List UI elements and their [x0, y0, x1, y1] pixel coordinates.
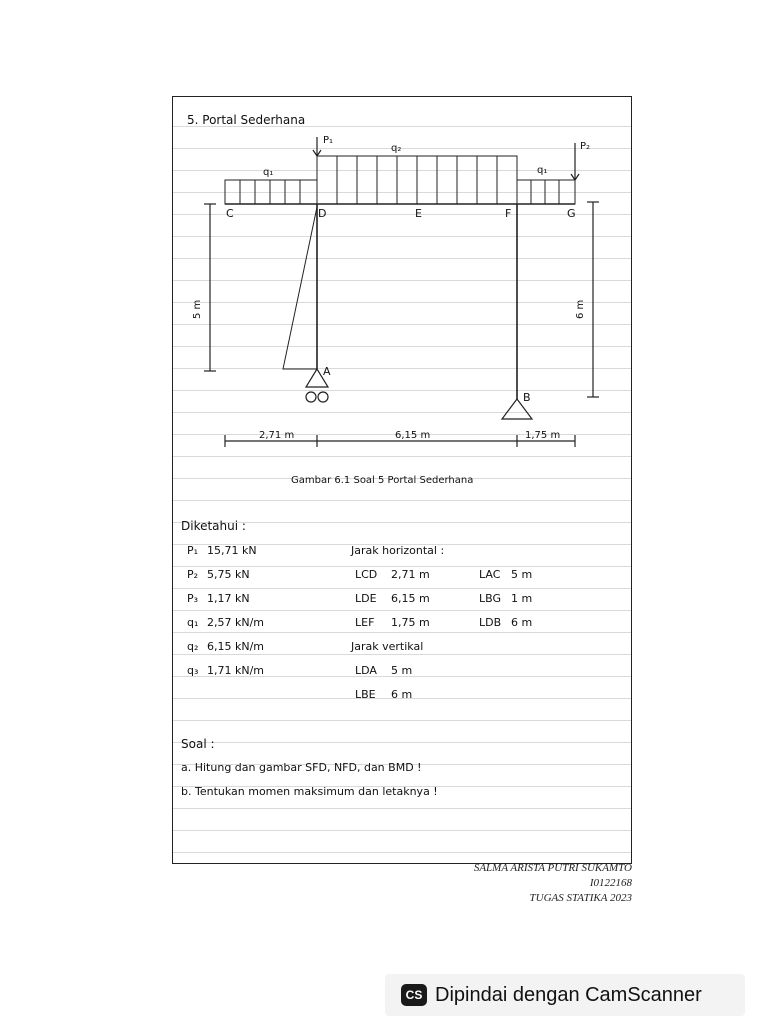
- node-label-c: C: [226, 207, 234, 220]
- label-q1-left: q₁: [263, 167, 274, 178]
- height-dimension-right: [587, 202, 599, 397]
- label-p1: P₁: [323, 135, 334, 146]
- distance-symbol: LBG: [479, 592, 502, 605]
- distance-symbol: LAC: [479, 568, 501, 581]
- dimension-label-cd: 2,71 m: [259, 430, 295, 441]
- load-symbol: P₁: [187, 544, 199, 557]
- distance-value: 6,15 m: [391, 592, 430, 605]
- notebook-page: [172, 96, 632, 864]
- point-load-p1-arrow: [313, 137, 321, 156]
- point-load-p2-arrow: [571, 143, 579, 180]
- questions-heading: Soal :: [181, 737, 215, 751]
- distance-value: 1 m: [511, 592, 533, 605]
- load-value: 5,75 kN: [207, 568, 250, 581]
- distance-value: 6 m: [391, 688, 413, 701]
- dimension-label-df: 6,15 m: [395, 430, 431, 441]
- dimension-label-fg: 1,75 m: [525, 430, 561, 441]
- load-value: 1,17 kN: [207, 592, 250, 605]
- distance-symbol: LDA: [355, 664, 377, 677]
- load-value: 2,57 kN/m: [207, 616, 265, 629]
- portal-frame-diagram: [173, 97, 633, 457]
- horizontal-heading: Jarak horizontal :: [351, 544, 445, 557]
- dimension-label-height-left: 5 m: [192, 299, 203, 319]
- question-item: b. Tentukan momen maksimum dan letaknya !: [181, 785, 438, 798]
- problem-title: 5. Portal Sederhana: [187, 113, 306, 127]
- load-symbol: q₃: [187, 664, 199, 677]
- distributed-load-q2: [317, 156, 517, 204]
- node-label-f: F: [505, 207, 512, 220]
- load-symbol: q₂: [187, 640, 199, 653]
- load-symbol: P₃: [187, 592, 199, 605]
- distance-symbol: LDE: [355, 592, 377, 605]
- camscanner-badge: [385, 974, 745, 1016]
- node-label-a: A: [323, 365, 331, 378]
- node-label-g: G: [567, 207, 576, 220]
- distance-value: 2,71 m: [391, 568, 430, 581]
- load-value: 6,15 kN/m: [207, 640, 265, 653]
- node-label-e: E: [415, 207, 422, 220]
- load-symbol: q₁: [187, 616, 199, 629]
- distributed-load-q1-right: [517, 180, 575, 204]
- distance-value: 5 m: [511, 568, 533, 581]
- distance-symbol: LDB: [479, 616, 502, 629]
- node-label-b: B: [523, 391, 531, 404]
- distance-symbol: LCD: [355, 568, 378, 581]
- figure-caption: Gambar 6.1 Soal 5 Portal Sederhana: [291, 475, 474, 486]
- height-dimension-left: [204, 204, 216, 371]
- distance-symbol: LEF: [355, 616, 375, 629]
- distributed-load-q1-left: [225, 180, 317, 204]
- load-symbol: P₂: [187, 568, 199, 581]
- label-p2: P₂: [580, 141, 591, 152]
- label-q2: q₂: [391, 143, 402, 154]
- label-q1-right: q₁: [537, 165, 548, 176]
- distance-symbol: LBE: [355, 688, 376, 701]
- distance-value: 5 m: [391, 664, 413, 677]
- question-item: a. Hitung dan gambar SFD, NFD, dan BMD !: [181, 761, 422, 774]
- load-value: 15,71 kN: [207, 544, 257, 557]
- node-label-d: D: [318, 207, 327, 220]
- camscanner-logo-icon: CS: [401, 984, 427, 1006]
- triangular-load-column: [283, 207, 317, 369]
- distance-value: 1,75 m: [391, 616, 430, 629]
- vertical-heading: Jarak vertikal: [351, 640, 424, 653]
- dimension-label-height-right: 6 m: [575, 299, 586, 319]
- camscanner-text: Dipindai dengan CamScanner: [435, 983, 702, 1006]
- signature-course: TUGAS STATIKA 2023: [529, 892, 632, 904]
- load-value: 1,71 kN/m: [207, 664, 265, 677]
- signature-name: SALMA ARISTA PUTRI SUKAMTO: [473, 862, 632, 874]
- signature-id: I0122168: [589, 877, 632, 889]
- distance-value: 6 m: [511, 616, 533, 629]
- given-heading: Diketahui :: [181, 519, 246, 533]
